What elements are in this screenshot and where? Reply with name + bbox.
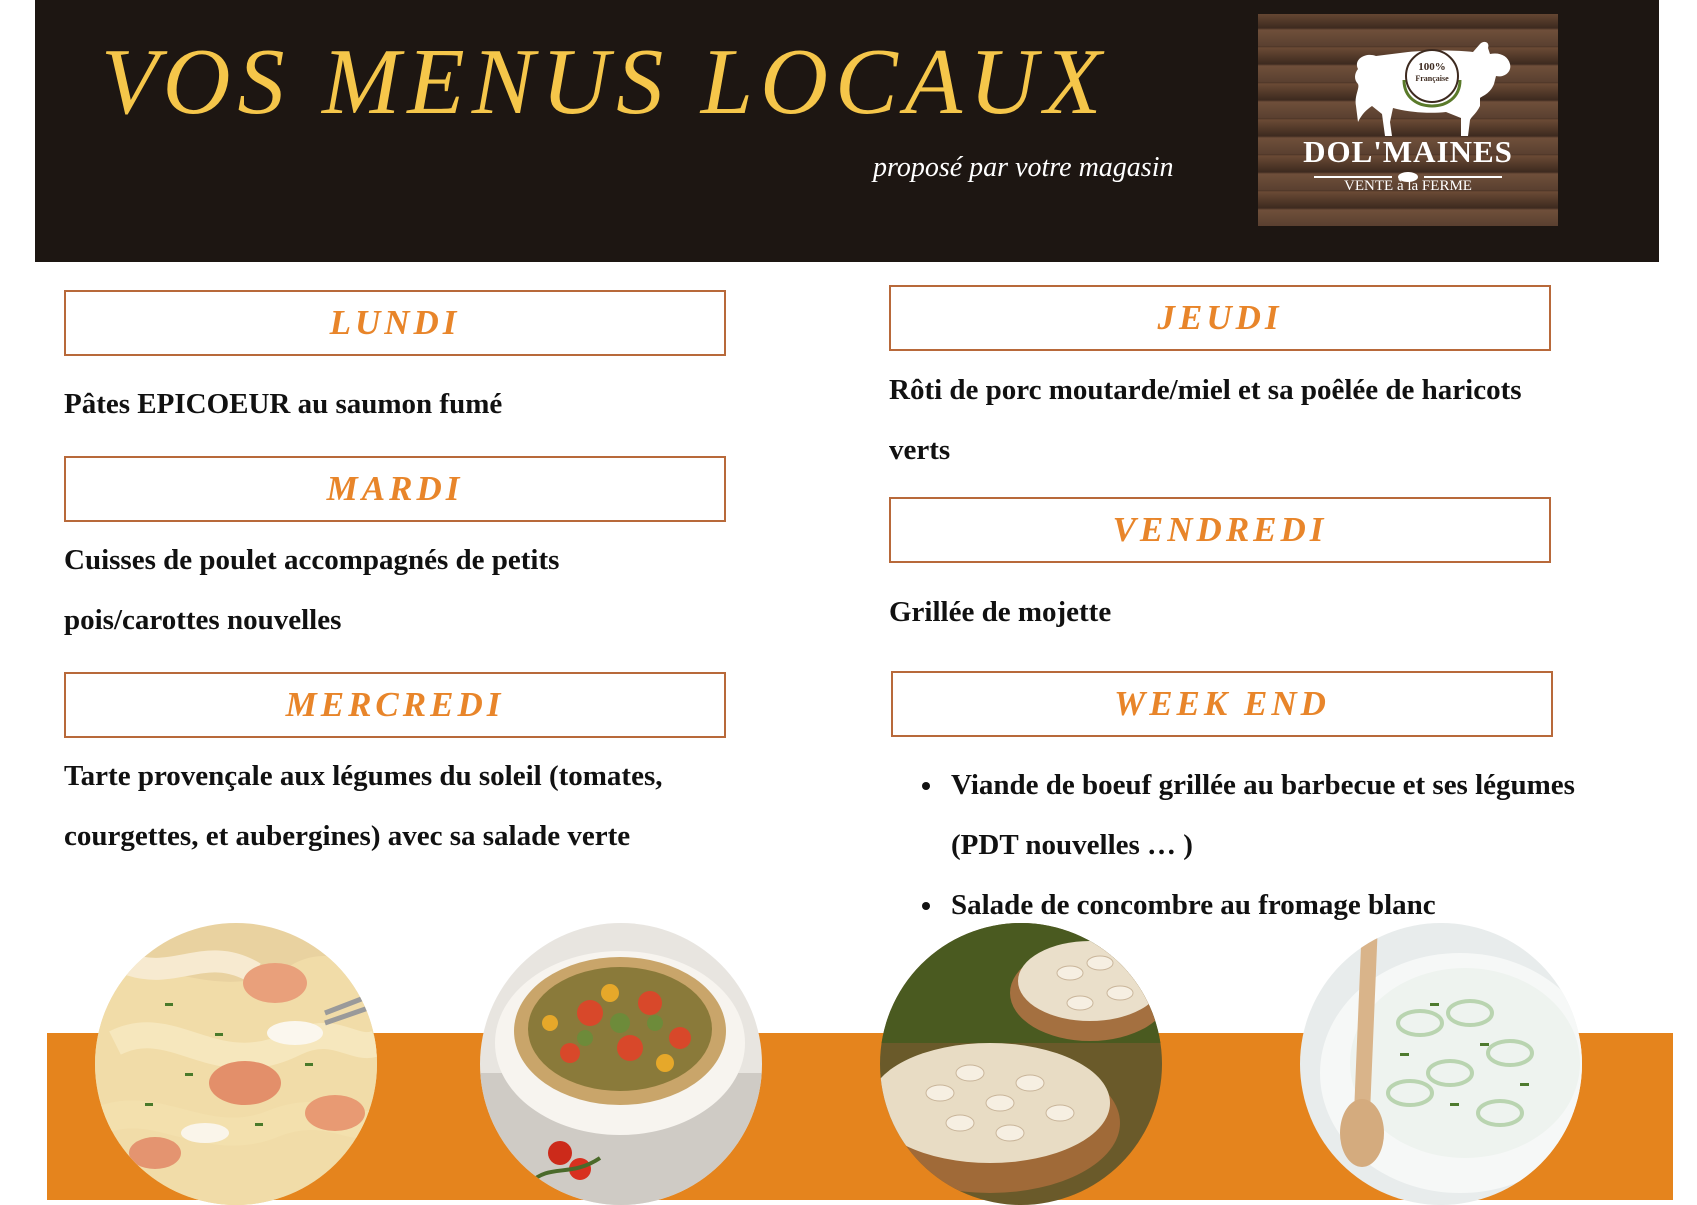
logo-badge: [1412, 62, 1452, 84]
list-item: • Salade de concombre au fromage blanc: [945, 875, 1605, 935]
day-label-lundi: LUNDI: [329, 303, 461, 342]
day-box-lundi: [64, 290, 726, 356]
day-label-jeudi: JEUDI: [1157, 298, 1283, 337]
meal-vendredi: Grillée de mojette: [889, 596, 1112, 628]
meal-mardi: Cuisses de poulet accompagnés de petits pois/carottes nouvelles: [64, 544, 560, 636]
page-subtitle: proposé par votre magasin: [873, 152, 1174, 183]
meal-mercredi: Tarte provençale aux légumes du soleil (tomates, courgettes, et aubergines) avec sa salade verte: [64, 760, 663, 852]
day-box-jeudi: [889, 285, 1551, 351]
list-item: • Viande de boeuf grillée au barbecue et ses légumes (PDT nouvelles … ): [945, 755, 1605, 875]
day-box-week-end: [891, 671, 1553, 737]
day-box-mercredi: [64, 672, 726, 738]
meal-lundi: Pâtes EPICOEUR au saumon fumé: [64, 388, 503, 420]
mojette-toast-photo: [880, 923, 1162, 1205]
day-label-vendredi: VENDREDI: [1112, 510, 1328, 549]
logo-name: DOL'MAINES: [1303, 134, 1513, 169]
meal-jeudi: Rôti de porc moutarde/miel et sa poêlée de haricots verts: [889, 374, 1522, 466]
vegetable-tart-photo: [480, 923, 762, 1205]
pasta-salmon-photo: [95, 923, 377, 1205]
day-box-mardi: [64, 456, 726, 522]
dolmaines-logo: [1258, 14, 1558, 226]
day-label-mercredi: MERCREDI: [285, 685, 505, 724]
cucumber-salad-photo: [1300, 923, 1582, 1205]
logo-badge-origin: Française: [1415, 74, 1449, 83]
day-label-week-end: WEEK END: [1114, 684, 1330, 723]
day-box-vendredi: [889, 497, 1551, 563]
meal-list-week-end: [912, 755, 1605, 935]
page-title: VOS MENUS LOCAUX: [101, 30, 1109, 134]
logo-badge-percent: 100%: [1418, 61, 1446, 73]
day-label-mardi: MARDI: [326, 469, 464, 508]
logo-tagline: VENTE à la FERME: [1344, 178, 1472, 194]
